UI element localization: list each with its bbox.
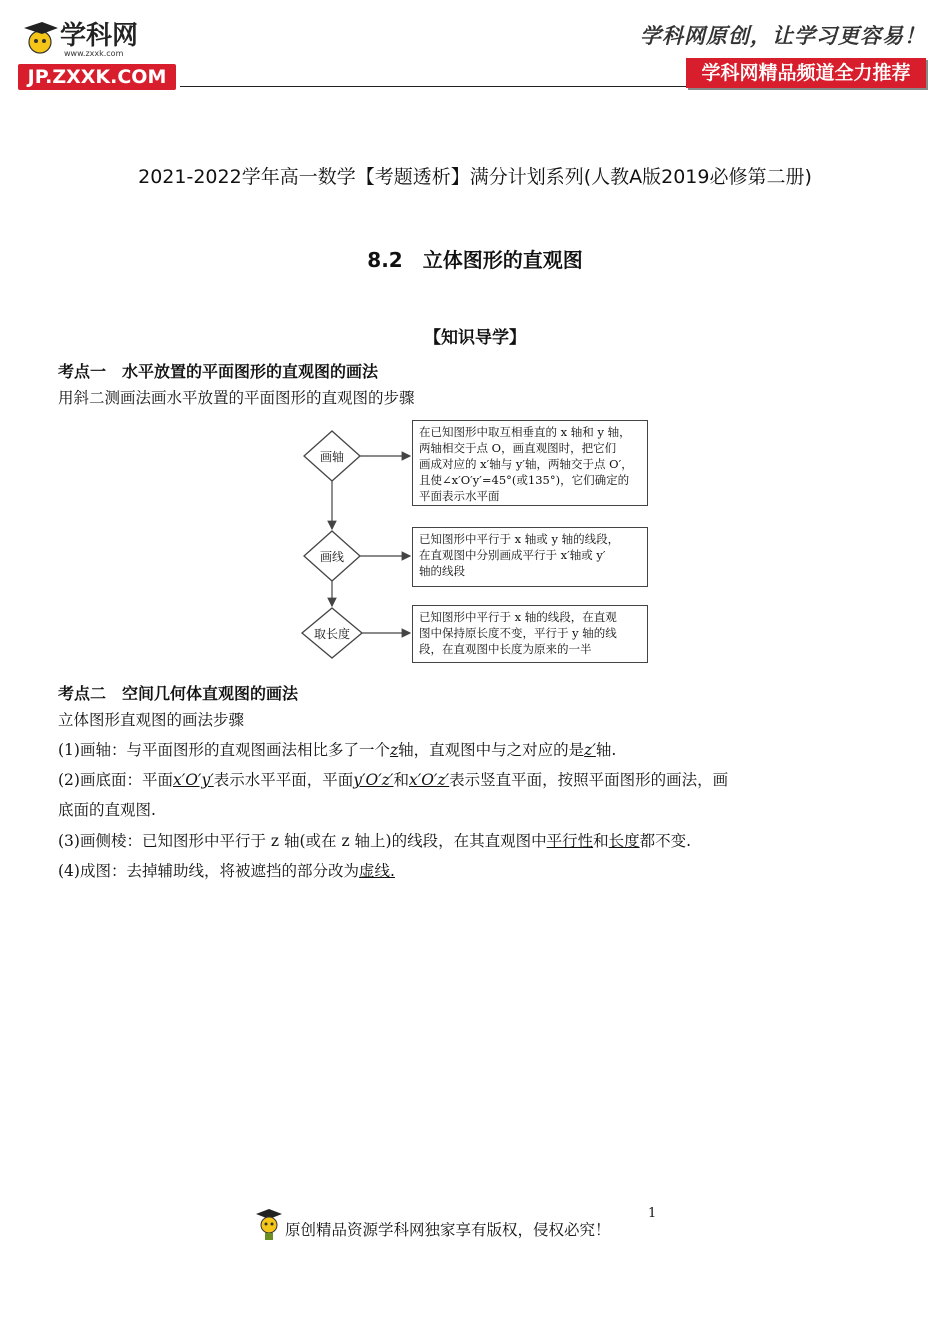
box3-line: 图中保持原长度不变，平行于 y 轴的线: [419, 626, 617, 640]
s1-text3: 轴.: [595, 741, 617, 759]
logo: [18, 12, 183, 92]
box1-line: 在已知图形中取互相垂直的 x 轴和 y 轴，: [419, 425, 631, 439]
s3-text: (3)画侧棱：已知图形中平行于 z 轴(或在 z 轴上)的线段，在其直观图中: [58, 832, 547, 850]
kp2-intro: 立体图形直观图的画法步骤: [58, 711, 245, 729]
banner: 学科网精品频道全力推荐: [686, 58, 926, 88]
step-4: [58, 856, 898, 886]
s2-text: (2)画底面：平面: [58, 771, 173, 789]
footer-copyright: 原创精品资源学科网独家享有版权，侵权必究！: [285, 1221, 611, 1239]
step-2: [58, 765, 898, 825]
slogan: 学科网原创，让学习更容易！: [640, 23, 926, 48]
step-box-3: [412, 605, 648, 663]
s2-plane-xoz: x′O′z′: [408, 771, 450, 789]
s3-text2: 都不变.: [639, 832, 692, 850]
step-box-2: [412, 527, 648, 587]
s1-text: (1)画轴：与平面图形的直观图画法相比多了一个: [58, 741, 390, 759]
box1-line: 平面表示水平面: [419, 489, 500, 503]
s1-text2: 轴，直观图中与之对应的是: [398, 741, 585, 759]
s2-and: 和: [393, 771, 409, 789]
logo-name: 学科网: [60, 21, 139, 51]
step-label-3: 取长度: [313, 627, 350, 641]
flowchart: [290, 415, 660, 670]
s2-text3: 表示竖直平面，按照平面图形的画法，画: [449, 771, 729, 789]
section-title: 【知识导学】: [424, 328, 526, 348]
step-label-1: 画轴: [319, 450, 344, 464]
s2-text2: 表示水平平面，平面: [213, 771, 354, 789]
s1-z: z: [389, 741, 399, 759]
step-3: [58, 826, 898, 856]
lesson-title: 8.2 立体图形的直观图: [367, 248, 583, 272]
s3-length: 长度: [608, 832, 640, 850]
s3-and: 和: [593, 832, 609, 850]
logo-domain: JP.ZXXK.COM: [27, 66, 167, 88]
s4-dashed: 虚线.: [358, 862, 395, 880]
s1-z-prime: z′: [584, 741, 596, 759]
logo-url: www.zxxk.com: [64, 49, 124, 58]
box1-line: 画成对应的 x′轴与 y′轴，两轴交于点 O′，: [419, 457, 633, 471]
s2-plane-yoz: y′O′z′: [353, 771, 394, 789]
s3-parallel: 平行性: [546, 832, 594, 850]
step-label-2: 画线: [319, 550, 344, 564]
page-number: 1: [648, 1206, 657, 1221]
step-box-1: [412, 420, 648, 506]
series-title: 2021-2022学年高一数学【考题透析】满分计划系列(人教A版2019必修第二册): [138, 166, 812, 188]
box2-line: 在直观图中分别画成平行于 x′轴或 y′: [419, 548, 606, 562]
box1-line: 且使∠x′O′y′=45°(或135°)，它们确定的: [419, 473, 630, 487]
header-divider: [180, 86, 686, 87]
box3-line: 已知图形中平行于 x 轴的线段，在直观: [419, 610, 617, 624]
kp1-intro: 用斜二测画法画水平放置的平面图形的直观图的步骤: [58, 389, 415, 407]
s4-text: (4)成图：去掉辅助线，将被遮挡的部分改为: [58, 862, 359, 880]
kp2-title: 考点二 空间几何体直观图的画法: [58, 684, 299, 703]
footer-mascot-icon: [254, 1206, 284, 1246]
box3-line: 段，在直观图中长度为原来的一半: [419, 642, 592, 656]
box1-line: 两轴相交于点 O，画直观图时，把它们: [419, 441, 617, 455]
s2-plane-xoy: x′O′y′: [172, 771, 214, 789]
s2-text4: 底面的直观图.: [58, 801, 156, 819]
kp1-title: 考点一 水平放置的平面图形的直观图的画法: [58, 362, 379, 381]
step-1: [58, 735, 898, 765]
box2-line: 已知图形中平行于 x 轴或 y 轴的线段，: [419, 532, 620, 546]
box2-line: 轴的线段: [419, 564, 465, 578]
